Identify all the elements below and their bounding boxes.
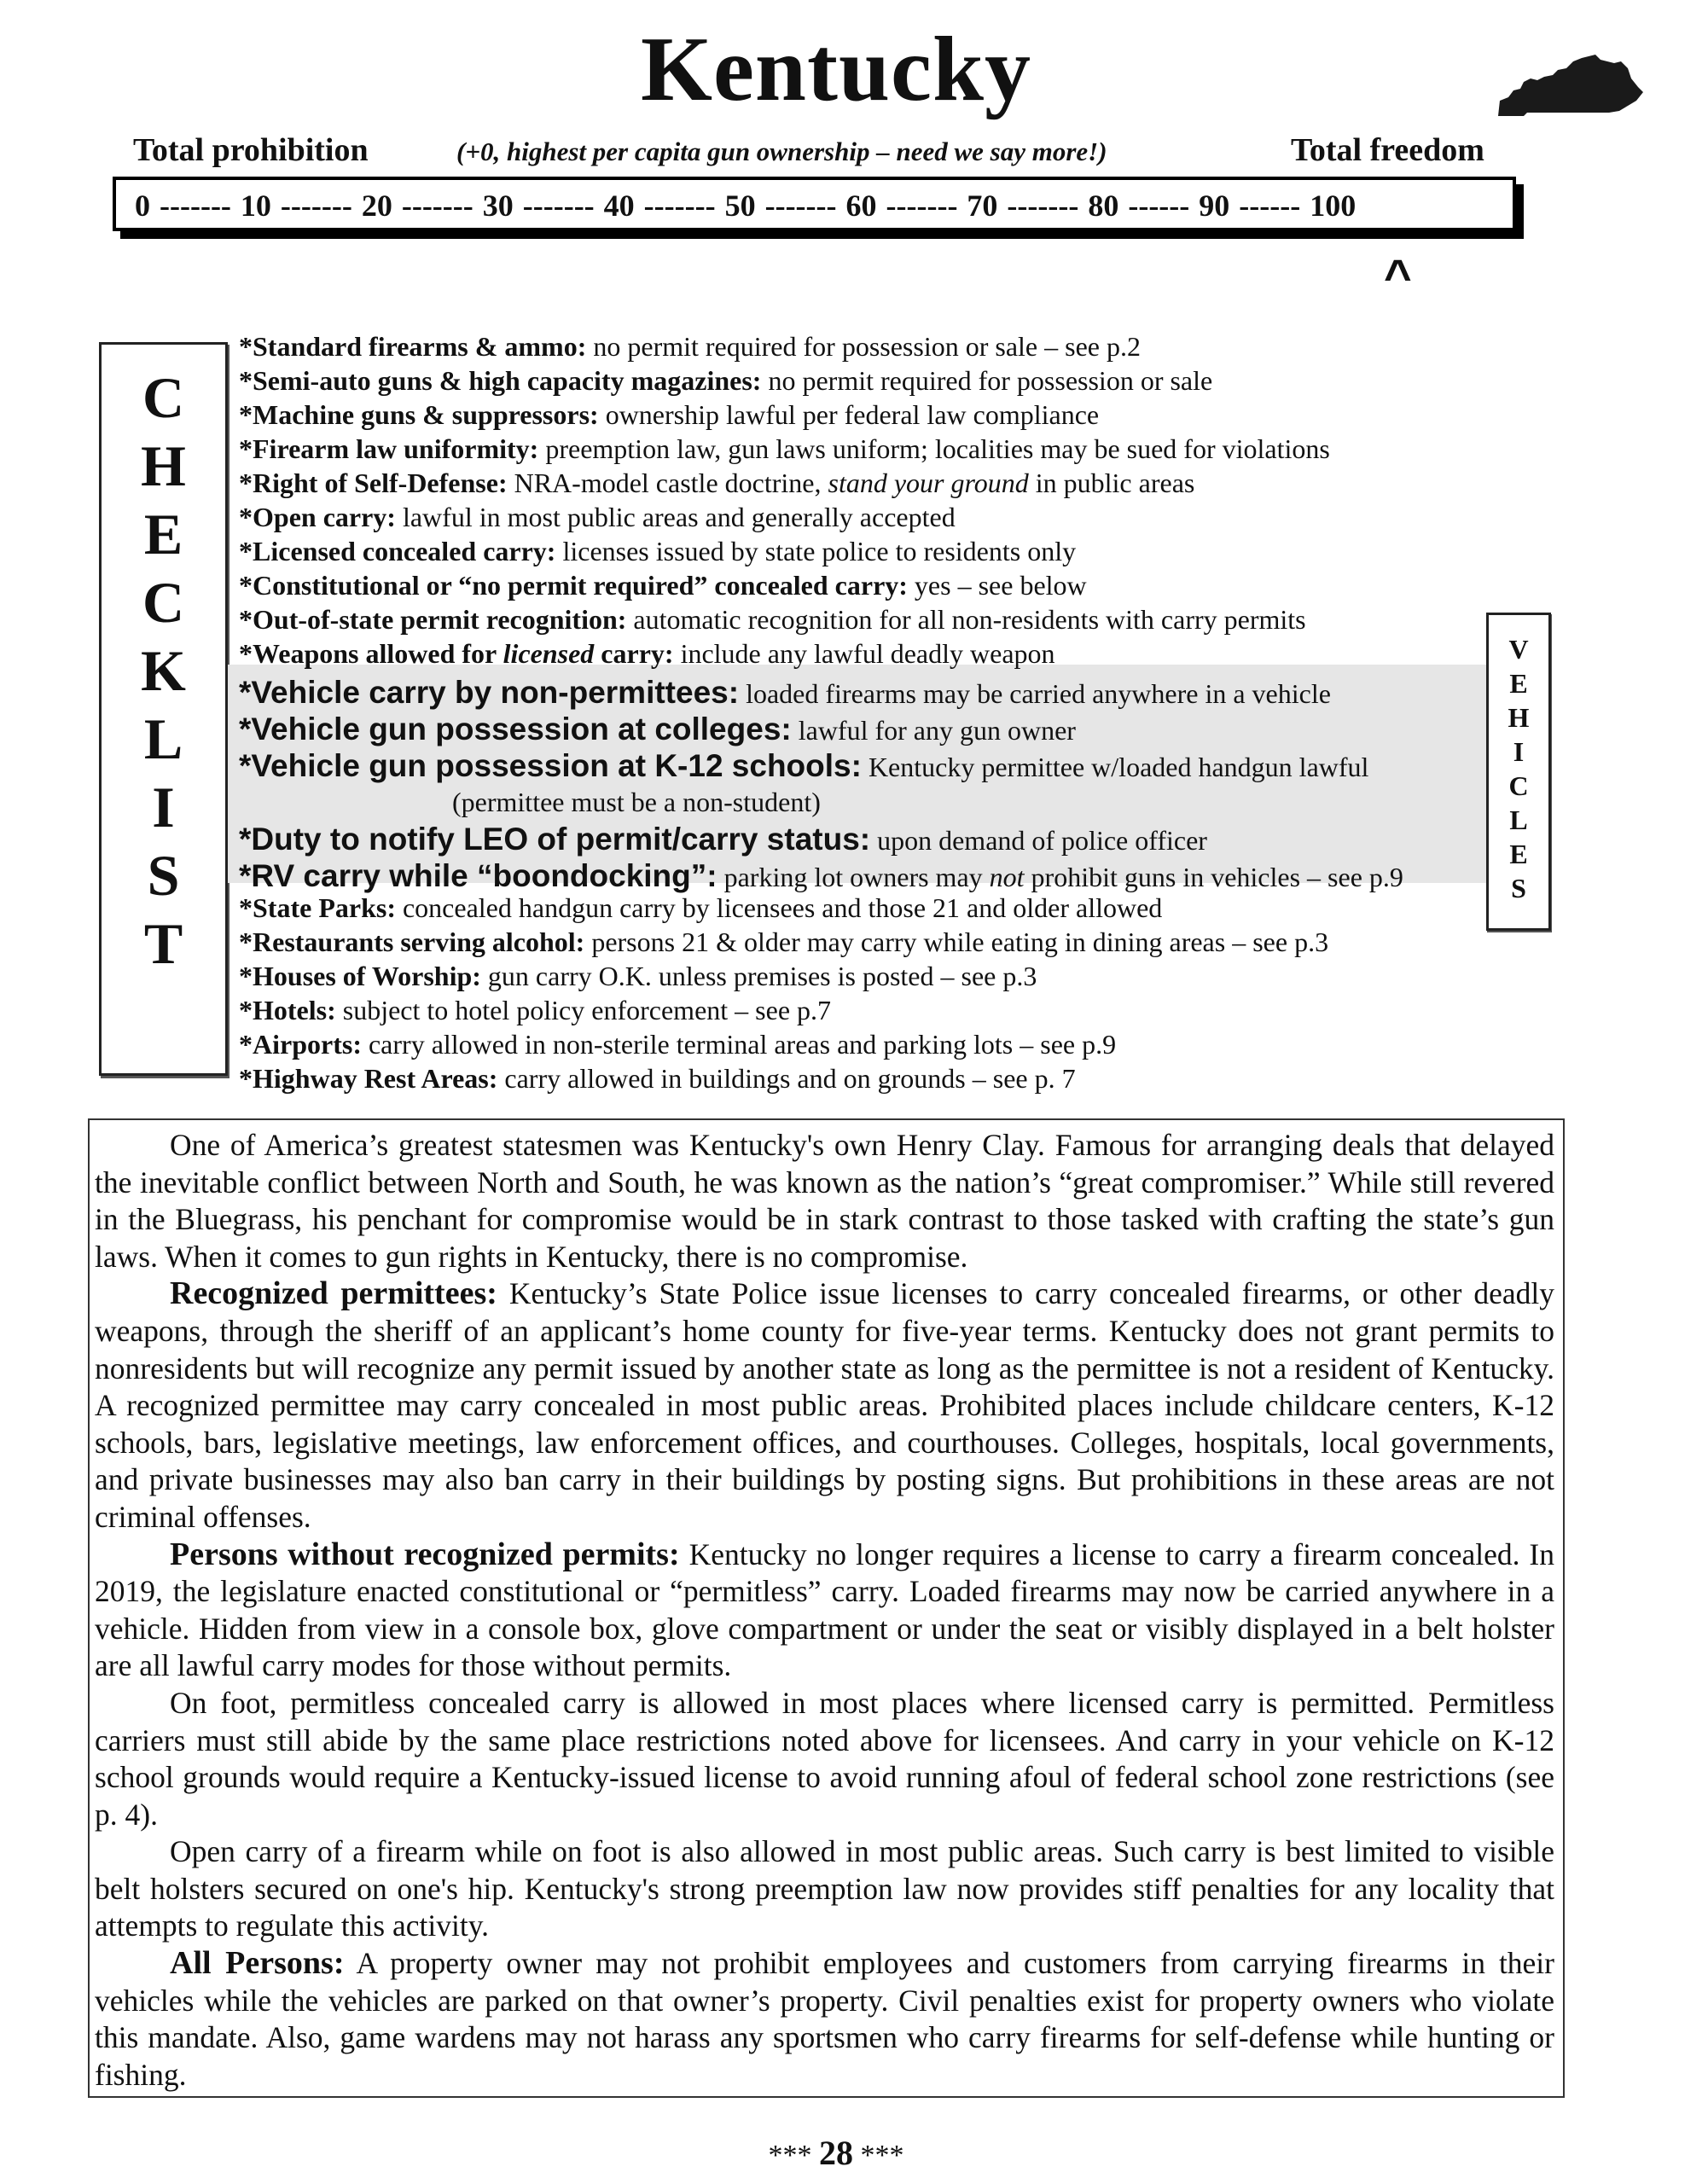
checklist-item-text: carry allowed in buildings and on grounds – see p. 7 <box>497 1063 1076 1094</box>
body-paragraph <box>95 1275 1554 1536</box>
checklist-item-label: *Duty to notify LEO of permit/carry status: <box>239 822 871 857</box>
checklist-item-text: Kentucky permittee w/loaded handgun lawful <box>861 752 1369 782</box>
vehicles-letter: E <box>1509 668 1528 699</box>
checklist-side-label <box>99 342 228 1076</box>
checklist-letter: H <box>141 433 186 498</box>
scale-left-label: Total prohibition <box>133 132 369 168</box>
checklist-item <box>239 636 1484 671</box>
checklist-item-text: preemption law, gun laws uniform; localities may be sued for violations <box>538 433 1330 464</box>
checklist-item <box>239 857 1484 894</box>
checklist-items-top <box>239 329 1484 671</box>
checklist-item-label-part: *Weapons allowed for <box>239 638 503 669</box>
checklist-item-emphasis: not <box>989 862 1025 892</box>
checklist-item-text: automatic recognition for all non-residents with carry permits <box>626 604 1306 635</box>
checklist-item-text: lawful in most public areas and generally accepted <box>395 502 956 532</box>
checklist-item <box>239 534 1484 568</box>
checklist-item-text: lawful for any gun owner <box>791 715 1076 746</box>
checklist-item-label: *Houses of Worship: <box>239 961 481 991</box>
checklist-item-label: *Hotels: <box>239 995 336 1025</box>
checklist-item-label: *Licensed concealed carry: <box>239 536 556 566</box>
checklist-item-label: *RV carry while “boondocking”: <box>239 858 717 893</box>
checklist-item-label: *Semi-auto guns & high capacity magazines: <box>239 365 762 396</box>
body-paragraph <box>95 1536 1554 1685</box>
checklist-letter: E <box>143 502 183 566</box>
scale-ticks: 0 ------- 10 ------- 20 ------- 30 ------- 40 ------- 50 ------- 60 ------- 70 ------- 80 ------ 90 ------ 100 <box>135 189 1357 223</box>
page-suffix: *** <box>853 2140 904 2171</box>
checklist-item-label: *Vehicle gun possession at K-12 schools: <box>239 748 862 783</box>
checklist-item-label: *Highway Rest Areas: <box>239 1063 498 1094</box>
paragraph-text: Kentucky’s State Police issue licenses to carry concealed firearms, or other deadly weapons, through the sheriff of an applicant’s home county for five-year terms. Kentucky does not grant permits to nonresidents but will recognize any permit issued by another state as long as the permittee is not a resident of Kentucky. A recognized permittee may carry concealed in most public areas. Prohibited places include childcare centers, K-12 schools, bars, legislative meetings, law enforcement offices, and courthouses. Colleges, hospitals, local governments, and private businesses may also ban carry in their buildings by posting signs. But prohibitions in these areas are not criminal offenses. <box>95 1276 1554 1534</box>
checklist-item-text: loaded firearms may be carried anywhere in a vehicle <box>739 678 1331 709</box>
checklist-item <box>239 674 1484 711</box>
checklist-letter: K <box>141 638 186 703</box>
checklist-items-vehicle <box>239 674 1484 894</box>
freedom-scale <box>113 177 1516 231</box>
paragraph-text: Open carry of a firearm while on foot is also allowed in most public areas. Such carry is best limited to visible belt holsters secured on one's hip. Kentucky's strong preemption law now provides stiff penalties for any locality that attempts to regulate this activity. <box>95 1834 1554 1943</box>
checklist-item-label <box>239 638 674 669</box>
checklist-letter: S <box>147 843 180 908</box>
body-paragraph <box>95 1833 1554 1945</box>
checklist-item <box>239 711 1484 747</box>
page-number-value: 28 <box>819 2134 853 2172</box>
checklist-item <box>239 363 1484 398</box>
vehicles-letter: S <box>1511 873 1526 903</box>
checklist-item-label: *Machine guns & suppressors: <box>239 399 599 430</box>
checklist-letters <box>102 363 225 978</box>
paragraph-lead: All Persons: <box>170 1945 345 1982</box>
page-title: Kentucky <box>640 19 1032 120</box>
vehicles-letter: I <box>1513 736 1525 767</box>
checklist-item-text: persons 21 & older may carry while eating in dining areas – see p.3 <box>584 926 1329 957</box>
checklist-item-label: *State Parks: <box>239 892 396 923</box>
checklist-item-label: *Open carry: <box>239 502 396 532</box>
vehicles-side-label <box>1486 613 1551 931</box>
kentucky-silhouette-icon <box>1493 53 1648 123</box>
checklist-letter: T <box>143 911 183 976</box>
checklist-item-text: subject to hotel policy enforcement – see p.7 <box>335 995 832 1025</box>
paragraph-text: One of America’s greatest statesmen was Kentucky's own Henry Clay. Famous for arranging deals that delayed the inevitable conflict between North and South, he was known as the nation’s “great compromiser.” While still revered in the Bluegrass, his penchant for compromise would be in stark contrast to those tasked with crafting the state’s gun laws. When it comes to gun rights in Kentucky, there is no compromise. <box>95 1128 1554 1274</box>
checklist-item <box>239 602 1484 636</box>
checklist-item-text: prohibit guns in vehicles – see p.9 <box>1024 862 1403 892</box>
checklist-item <box>239 747 1484 784</box>
checklist-item <box>239 1061 1484 1095</box>
checklist-item <box>239 329 1484 363</box>
checklist-item-label: *Firearm law uniformity: <box>239 433 539 464</box>
body-paragraph <box>95 1685 1554 1833</box>
checklist-item-text: no permit required for possession or sale <box>761 365 1213 396</box>
checklist-item-label: *Restaurants serving alcohol: <box>239 926 585 957</box>
checklist-item-label: *Airports: <box>239 1029 362 1060</box>
vehicles-letters <box>1489 632 1548 905</box>
checklist-item <box>239 891 1484 925</box>
paragraph-text: Kentucky no longer requires a license to carry a firearm concealed. In 2019, the legislature enacted constitutional or “permitless” carry. Loaded firearms may now be carried anywhere in a vehicle. Hidden from view in a console box, glove compartment or under the seat or visibly displayed in a belt holster are all lawful carry modes for those without permits. <box>95 1536 1555 1683</box>
checklist-item <box>239 993 1484 1027</box>
checklist-item <box>239 432 1484 466</box>
checklist-item-label: *Out-of-state permit recognition: <box>239 604 627 635</box>
checklist-item-note: (permittee must be a non-student) <box>452 787 821 817</box>
checklist-item-text: parking lot owners may <box>717 862 990 892</box>
vehicles-letter: V <box>1508 634 1529 665</box>
checklist-letter: C <box>142 365 185 430</box>
checklist-item-text: concealed handgun carry by licensees and those 21 and older allowed <box>395 892 1163 923</box>
checklist-items-bottom <box>239 891 1484 1095</box>
paragraph-lead: Persons without recognized permits: <box>170 1536 680 1572</box>
checklist-item <box>239 398 1484 432</box>
checklist-item <box>239 568 1484 602</box>
body-paragraph <box>95 1945 1554 2094</box>
page-number <box>0 2135 1672 2175</box>
checklist-item-label: *Constitutional or “no permit required” concealed carry: <box>239 570 908 601</box>
checklist-item-label: *Standard firearms & ammo: <box>239 331 587 362</box>
checklist-item-label: *Vehicle gun possession at colleges: <box>239 712 792 746</box>
checklist-item-label-part: carry: <box>594 638 674 669</box>
checklist-item-text: include any lawful deadly weapon <box>673 638 1055 669</box>
body-text <box>95 1127 1554 2094</box>
checklist-item <box>239 466 1484 500</box>
checklist-item <box>239 821 1484 857</box>
page-prefix: *** <box>768 2140 819 2171</box>
checklist-item-label: *Vehicle carry by non-permittees: <box>239 675 740 710</box>
checklist-item-text: gun carry O.K. unless premises is posted – see p.3 <box>480 961 1037 991</box>
checklist-item <box>239 784 1484 821</box>
body-paragraph <box>95 1127 1554 1275</box>
checklist-item-emphasis: stand your ground <box>828 468 1029 498</box>
checklist-item-label: *Right of Self-Defense: <box>239 468 508 498</box>
checklist-item-text: NRA-model castle doctrine, <box>507 468 828 498</box>
checklist-letter: C <box>142 570 185 635</box>
vehicles-letter: E <box>1509 839 1528 869</box>
rating-marker-caret-icon: ^ <box>1384 249 1412 303</box>
checklist-item <box>239 959 1484 993</box>
checklist-item-text: licenses issued by state police to residents only <box>555 536 1077 566</box>
checklist-item-text: upon demand of police officer <box>870 825 1207 856</box>
checklist-item-text: carry allowed in non-sterile terminal areas and parking lots – see p.9 <box>361 1029 1117 1060</box>
vehicles-letter: H <box>1508 702 1530 733</box>
checklist-item-text: in public areas <box>1028 468 1195 498</box>
scale-right-label: Total freedom <box>1291 132 1484 168</box>
checklist-letter: I <box>152 775 175 839</box>
paragraph-text: A property owner may not prohibit employees and customers from carrying firearms in their vehicles while the vehicles are parked on that owner’s property. Civil penalties exist for property owners who violate this mandate. Also, game wardens may not harass any sportsmen who carry firearms for self-defense while hunting or fishing. <box>95 1946 1554 2092</box>
vehicles-letter: L <box>1509 804 1528 835</box>
checklist-item-text: ownership lawful per federal law compliance <box>598 399 1100 430</box>
checklist-item <box>239 500 1484 534</box>
paragraph-text: On foot, permitless concealed carry is allowed in most places where licensed carry is permitted. Permitless carriers must still abide by the same place restrictions noted above for licensees. And carry in your vehicle on K-12 school grounds would require a Kentucky-issued license to avoid running afoul of federal school zone restrictions (see p. 4). <box>95 1685 1554 1832</box>
checklist-item <box>239 925 1484 959</box>
body-text-box <box>88 1118 1565 2098</box>
checklist-item-label-italic: licensed <box>503 638 595 669</box>
checklist <box>239 329 1484 1095</box>
checklist-letter: L <box>143 706 183 771</box>
checklist-item-text: no permit required for possession or sale – see p.2 <box>586 331 1141 362</box>
checklist-item-text: yes – see below <box>907 570 1087 601</box>
checklist-item <box>239 1027 1484 1061</box>
paragraph-lead: Recognized permittees: <box>170 1275 497 1312</box>
vehicles-letter: C <box>1508 770 1529 801</box>
scale-subtitle: (+0, highest per capita gun ownership – need we say more!) <box>456 136 1107 166</box>
